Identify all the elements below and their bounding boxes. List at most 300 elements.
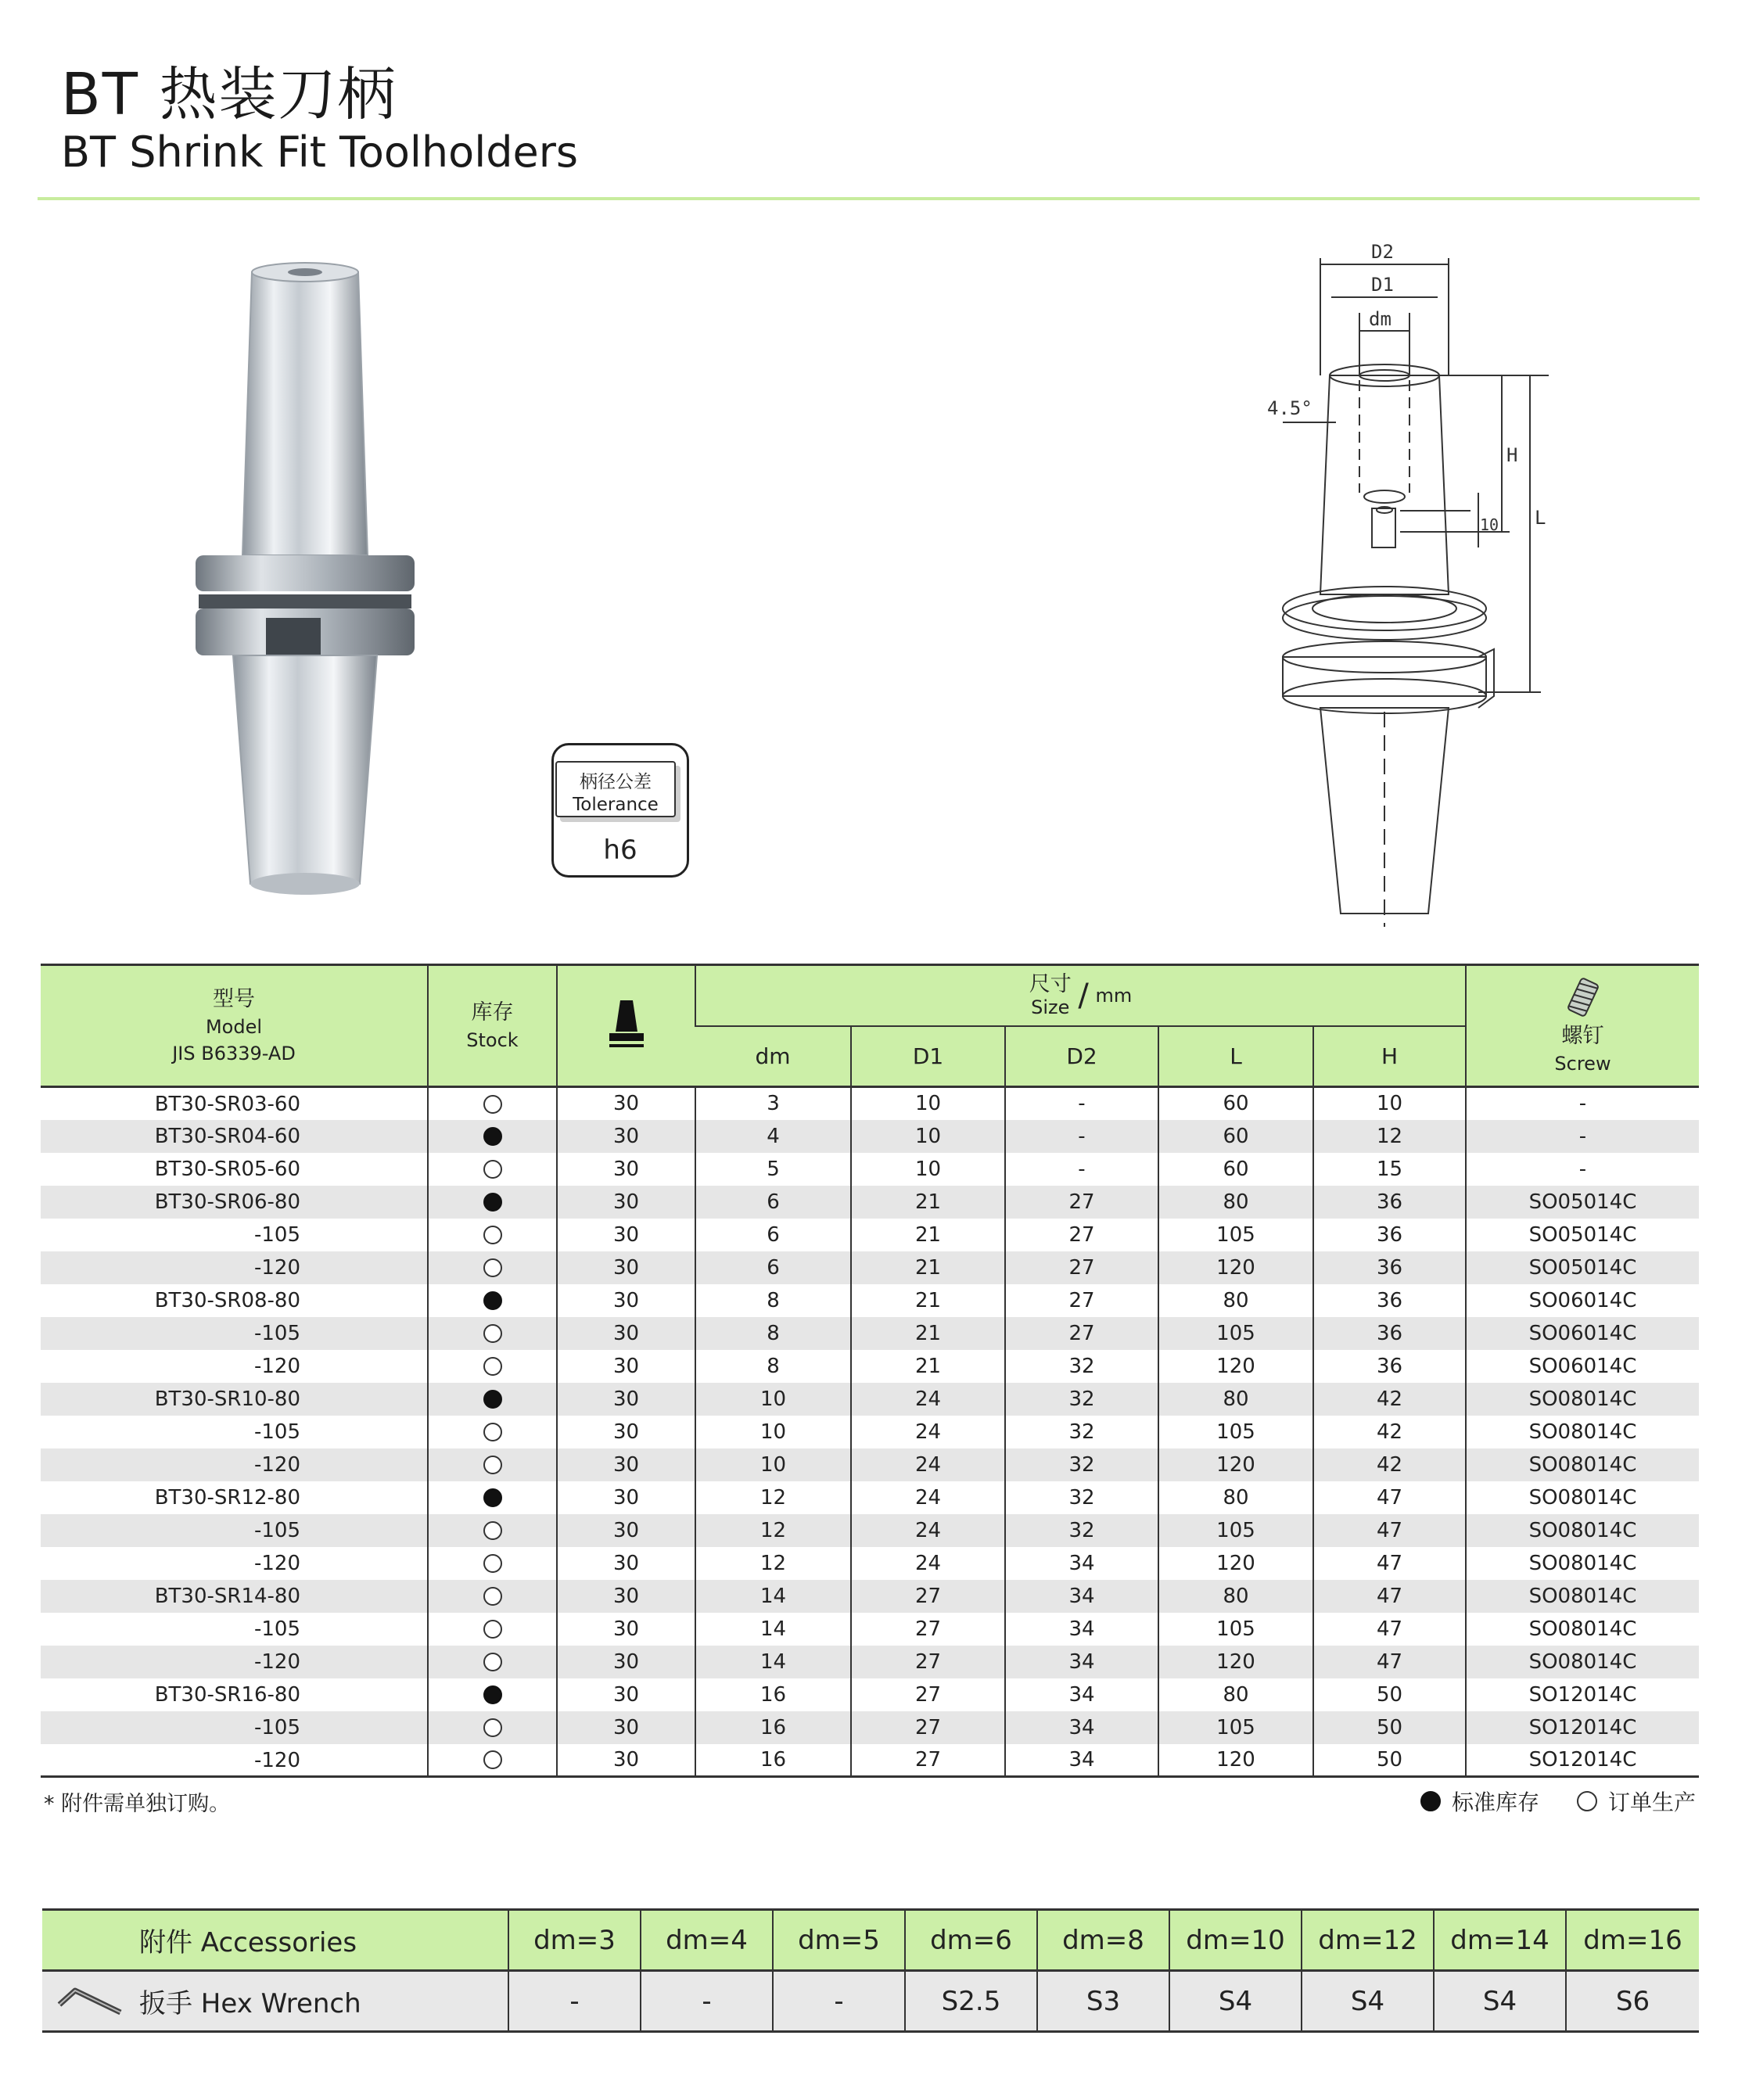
legend-order (1577, 1786, 1696, 1817)
d2-cell: - (1005, 1120, 1158, 1153)
l-cell: 105 (1158, 1514, 1313, 1547)
d2-cell: 27 (1005, 1219, 1158, 1251)
l-cell: 60 (1158, 1087, 1313, 1120)
l-cell: 80 (1158, 1186, 1313, 1219)
d1-cell: 10 (851, 1153, 1005, 1186)
model-value: -120 (253, 1551, 300, 1575)
accessory-col-header: dm=14 (1434, 1910, 1566, 1971)
h-cell: 47 (1313, 1646, 1466, 1678)
h-cell: 15 (1313, 1153, 1466, 1186)
model-value: BT30-SR04-60 (154, 1124, 300, 1148)
l-cell: 120 (1158, 1646, 1313, 1678)
d1-cell: 10 (851, 1120, 1005, 1153)
empty-circle-icon (483, 1258, 502, 1277)
dim-h: H (1506, 444, 1518, 466)
l-cell: 105 (1158, 1219, 1313, 1251)
screw-cell: SO08014C (1466, 1416, 1699, 1448)
l-cell: 80 (1158, 1481, 1313, 1514)
stock-header-cn: 库存 (471, 1000, 514, 1025)
d2-cell: 27 (1005, 1186, 1158, 1219)
h-cell: 36 (1313, 1186, 1466, 1219)
screw-icon (1566, 975, 1600, 1019)
model-cell (41, 1186, 428, 1219)
table-row (41, 1186, 1699, 1219)
d2-cell: 27 (1005, 1251, 1158, 1284)
dm-cell: 4 (695, 1120, 851, 1153)
l-cell: 105 (1158, 1317, 1313, 1350)
d1-cell: 27 (851, 1613, 1005, 1646)
stock-cell (428, 1350, 557, 1383)
spec-table (41, 964, 1699, 1778)
stock-cell (428, 1580, 557, 1613)
dm-cell: 12 (695, 1514, 851, 1547)
screw-cell: SO08014C (1466, 1613, 1699, 1646)
spec-table-body (41, 1087, 1699, 1777)
stock-cell (428, 1284, 557, 1317)
legend-standard-label: 标准库存 (1451, 1789, 1539, 1815)
taper-cell: 30 (557, 1711, 695, 1744)
empty-circle-icon (483, 1423, 502, 1441)
taper-cell: 30 (557, 1383, 695, 1416)
stock-cell (428, 1744, 557, 1777)
h-cell: 47 (1313, 1481, 1466, 1514)
tolerance-label-cn: 柄径公差 (580, 772, 652, 792)
d1-cell: 21 (851, 1317, 1005, 1350)
empty-circle-icon (483, 1620, 502, 1639)
wrench-size-cell: S4 (1169, 1971, 1302, 2032)
stock-cell (428, 1317, 557, 1350)
legend-standard (1420, 1786, 1539, 1817)
screw-cell: SO08014C (1466, 1547, 1699, 1580)
l-cell: 80 (1158, 1678, 1313, 1711)
d2-cell: 34 (1005, 1711, 1158, 1744)
d1-cell: 27 (851, 1711, 1005, 1744)
h-cell: 36 (1313, 1317, 1466, 1350)
d1-cell: 21 (851, 1186, 1005, 1219)
taper-cell: 30 (557, 1678, 695, 1711)
dm-cell: 3 (695, 1087, 851, 1120)
stock-header-en: Stock (466, 1028, 519, 1051)
d1-cell: 10 (851, 1087, 1005, 1120)
d2-cell: 32 (1005, 1416, 1158, 1448)
d1-cell: 21 (851, 1251, 1005, 1284)
taper-cell: 30 (557, 1514, 695, 1547)
h-cell: 36 (1313, 1219, 1466, 1251)
screw-cell: SO08014C (1466, 1580, 1699, 1613)
h-cell: 47 (1313, 1613, 1466, 1646)
h-cell: 36 (1313, 1251, 1466, 1284)
table-row (41, 1317, 1699, 1350)
screw-cell: SO06014C (1466, 1317, 1699, 1350)
table-row (41, 1448, 1699, 1481)
l-cell: 105 (1158, 1613, 1313, 1646)
dm-cell: 16 (695, 1678, 851, 1711)
l-cell: 60 (1158, 1120, 1313, 1153)
page-title-cn: BT 热装刀柄 (61, 61, 397, 128)
model-value: -120 (253, 1354, 300, 1378)
stock-cell (428, 1514, 557, 1547)
model-value: -105 (253, 1715, 300, 1739)
model-header-en: Model (205, 1015, 263, 1038)
h-cell: 42 (1313, 1416, 1466, 1448)
model-value: BT30-SR12-80 (154, 1485, 300, 1509)
accessory-col-header: dm=12 (1302, 1910, 1434, 1971)
stock-cell (428, 1646, 557, 1678)
table-row (41, 1613, 1699, 1646)
wrench-size-cell: - (773, 1971, 905, 2032)
taper-cell: 30 (557, 1580, 695, 1613)
d2-cell: - (1005, 1153, 1158, 1186)
l-cell: 120 (1158, 1744, 1313, 1777)
filled-circle-icon (483, 1291, 502, 1310)
dm-cell: 10 (695, 1448, 851, 1481)
model-cell (41, 1678, 428, 1711)
l-cell: 80 (1158, 1284, 1313, 1317)
page-title-en: BT Shrink Fit Toolholders (61, 127, 579, 177)
d1-cell: 27 (851, 1646, 1005, 1678)
stock-cell (428, 1416, 557, 1448)
model-cell (41, 1153, 428, 1186)
model-value: BT30-SR16-80 (154, 1682, 300, 1707)
dm-cell: 10 (695, 1383, 851, 1416)
screw-cell: - (1466, 1153, 1699, 1186)
d1-cell: 27 (851, 1580, 1005, 1613)
d2-cell: 32 (1005, 1383, 1158, 1416)
empty-circle-icon (483, 1718, 502, 1737)
accessory-col-header: dm=3 (508, 1910, 641, 1971)
d2-cell: - (1005, 1087, 1158, 1120)
dm-cell: 16 (695, 1744, 851, 1777)
h-cell: 36 (1313, 1284, 1466, 1317)
h-cell: 50 (1313, 1744, 1466, 1777)
dim-ten: 10 (1480, 515, 1499, 534)
model-value: BT30-SR03-60 (154, 1093, 300, 1116)
hex-wrench-icon (55, 1981, 125, 2020)
footnote: * 附件需单独订购。 (44, 1792, 231, 1816)
h-cell: 36 (1313, 1350, 1466, 1383)
empty-circle-icon (483, 1750, 502, 1769)
model-cell (41, 1416, 428, 1448)
accessories-wrench-row (42, 1971, 1699, 2032)
filled-circle-icon (483, 1488, 502, 1507)
screw-cell: SO08014C (1466, 1383, 1699, 1416)
l-cell: 105 (1158, 1416, 1313, 1448)
model-cell (41, 1317, 428, 1350)
model-cell (41, 1383, 428, 1416)
model-value: -105 (253, 1617, 300, 1641)
accessories-title: 附件 Accessories (139, 1927, 357, 1958)
wrench-size-cell: - (641, 1971, 773, 2032)
stock-header (428, 965, 557, 1087)
h-cell: 42 (1313, 1383, 1466, 1416)
stock-cell (428, 1087, 557, 1120)
accessory-col-header: dm=10 (1169, 1910, 1302, 1971)
taper-cell: 30 (557, 1744, 695, 1777)
d1-cell: 21 (851, 1350, 1005, 1383)
empty-circle-icon (483, 1095, 502, 1114)
h-cell: 47 (1313, 1514, 1466, 1547)
dm-cell: 6 (695, 1186, 851, 1219)
screw-cell: SO12014C (1466, 1744, 1699, 1777)
taper-cell: 30 (557, 1547, 695, 1580)
model-cell (41, 1613, 428, 1646)
d1-cell: 24 (851, 1416, 1005, 1448)
model-value: BT30-SR05-60 (154, 1157, 300, 1181)
taper-cell: 30 (557, 1284, 695, 1317)
col-d2-header: D2 (1005, 1026, 1158, 1087)
stock-cell (428, 1186, 557, 1219)
model-cell (41, 1744, 428, 1777)
d1-cell: 24 (851, 1383, 1005, 1416)
model-value: -105 (253, 1420, 300, 1444)
empty-circle-icon (483, 1554, 502, 1573)
empty-circle-icon (483, 1324, 502, 1343)
h-cell: 50 (1313, 1711, 1466, 1744)
table-row (41, 1153, 1699, 1186)
d1-cell: 24 (851, 1547, 1005, 1580)
d1-cell: 24 (851, 1448, 1005, 1481)
screw-cell: SO12014C (1466, 1678, 1699, 1711)
dm-cell: 14 (695, 1646, 851, 1678)
d2-cell: 32 (1005, 1350, 1158, 1383)
toolholder-photo (188, 258, 454, 907)
model-value: -120 (253, 1649, 300, 1674)
dim-dm: dm (1369, 308, 1391, 330)
screw-cell: SO05014C (1466, 1186, 1699, 1219)
accessories-header-label (42, 1910, 508, 1971)
d2-cell: 34 (1005, 1744, 1158, 1777)
model-value: -105 (253, 1321, 300, 1345)
screw-cell: SO06014C (1466, 1350, 1699, 1383)
stock-cell (428, 1383, 557, 1416)
dim-l: L (1535, 507, 1546, 529)
d2-cell: 34 (1005, 1547, 1158, 1580)
model-value: -105 (253, 1222, 300, 1247)
table-row (41, 1383, 1699, 1416)
table-row (41, 1514, 1699, 1547)
screw-cell: SO12014C (1466, 1711, 1699, 1744)
empty-circle-icon (483, 1587, 502, 1606)
screw-header-cn: 螺钉 (1561, 1023, 1604, 1048)
tolerance-label (555, 761, 676, 817)
l-cell: 80 (1158, 1383, 1313, 1416)
empty-circle-icon (483, 1456, 502, 1474)
accessory-col-header: dm=4 (641, 1910, 773, 1971)
dm-cell: 8 (695, 1284, 851, 1317)
d2-cell: 34 (1005, 1678, 1158, 1711)
empty-circle-icon (483, 1160, 502, 1179)
stock-cell (428, 1219, 557, 1251)
model-cell (41, 1646, 428, 1678)
screw-header (1466, 965, 1699, 1087)
d2-cell: 32 (1005, 1514, 1158, 1547)
stock-cell (428, 1153, 557, 1186)
model-value: BT30-SR06-80 (154, 1190, 300, 1214)
wrench-label-cell (42, 1971, 508, 2032)
size-header (695, 965, 1466, 1026)
col-h-header: H (1313, 1026, 1466, 1087)
model-header-cn: 型号 (213, 986, 255, 1011)
dm-cell: 12 (695, 1481, 851, 1514)
taper-header (557, 965, 695, 1087)
h-cell: 42 (1313, 1448, 1466, 1481)
d2-cell: 34 (1005, 1613, 1158, 1646)
dm-cell: 6 (695, 1251, 851, 1284)
table-row (41, 1481, 1699, 1514)
stock-cell (428, 1448, 557, 1481)
d2-cell: 27 (1005, 1284, 1158, 1317)
dm-cell: 10 (695, 1416, 851, 1448)
dm-cell: 12 (695, 1547, 851, 1580)
wrench-label: 扳手 Hex Wrench (139, 1988, 361, 2019)
taper-cell: 30 (557, 1613, 695, 1646)
taper-cell: 30 (557, 1646, 695, 1678)
tolerance-box (551, 743, 689, 878)
table-row (41, 1416, 1699, 1448)
model-cell (41, 1350, 428, 1383)
dm-cell: 5 (695, 1153, 851, 1186)
filled-circle-icon (483, 1685, 502, 1704)
screw-cell: - (1466, 1087, 1699, 1120)
col-l-header: L (1158, 1026, 1313, 1087)
taper-cell: 30 (557, 1317, 695, 1350)
taper-cell: 30 (557, 1120, 695, 1153)
wrench-size-cell: S2.5 (905, 1971, 1037, 2032)
stock-cell (428, 1613, 557, 1646)
size-unit: mm (1095, 984, 1133, 1007)
table-row (41, 1711, 1699, 1744)
table-row (41, 1547, 1699, 1580)
empty-circle-icon (483, 1226, 502, 1244)
model-value: -120 (253, 1452, 300, 1477)
d2-cell: 32 (1005, 1481, 1158, 1514)
taper-cell: 30 (557, 1251, 695, 1284)
d1-cell: 24 (851, 1481, 1005, 1514)
screw-cell: SO05014C (1466, 1219, 1699, 1251)
table-row (41, 1120, 1699, 1153)
l-cell: 120 (1158, 1547, 1313, 1580)
taper-cell: 30 (557, 1153, 695, 1186)
h-cell: 12 (1313, 1120, 1466, 1153)
size-header-cn: 尺寸 (1029, 971, 1072, 996)
accessories-table (42, 1908, 1699, 2033)
h-cell: 10 (1313, 1087, 1466, 1120)
model-cell (41, 1087, 428, 1120)
h-cell: 47 (1313, 1580, 1466, 1613)
wrench-size-cell: - (508, 1971, 641, 2032)
table-row (41, 1744, 1699, 1777)
accessories-header-row (42, 1910, 1699, 1971)
l-cell: 120 (1158, 1251, 1313, 1284)
table-row (41, 1646, 1699, 1678)
table-row (41, 1087, 1699, 1120)
model-cell (41, 1547, 428, 1580)
empty-circle-icon (483, 1357, 502, 1376)
l-cell: 120 (1158, 1350, 1313, 1383)
screw-cell: SO08014C (1466, 1481, 1699, 1514)
model-cell (41, 1284, 428, 1317)
col-d1-header: D1 (851, 1026, 1005, 1087)
d1-cell: 27 (851, 1744, 1005, 1777)
model-cell (41, 1120, 428, 1153)
taper-icon (605, 997, 648, 1052)
wrench-size-cell: S6 (1566, 1971, 1699, 2032)
screw-cell: SO06014C (1466, 1284, 1699, 1317)
d2-cell: 34 (1005, 1580, 1158, 1613)
l-cell: 60 (1158, 1153, 1313, 1186)
stock-cell (428, 1481, 557, 1514)
dm-cell: 14 (695, 1613, 851, 1646)
d1-cell: 21 (851, 1219, 1005, 1251)
model-value: BT30-SR10-80 (154, 1387, 300, 1411)
model-cell (41, 1514, 428, 1547)
model-value: -105 (253, 1518, 300, 1542)
title-divider (38, 197, 1700, 200)
model-header (41, 965, 428, 1087)
empty-circle-icon (483, 1521, 502, 1540)
d2-cell: 27 (1005, 1317, 1158, 1350)
d1-cell: 21 (851, 1284, 1005, 1317)
table-row (41, 1284, 1699, 1317)
filled-circle-icon (483, 1127, 502, 1146)
dm-cell: 8 (695, 1317, 851, 1350)
model-cell (41, 1251, 428, 1284)
stock-cell (428, 1711, 557, 1744)
wrench-size-cell: S4 (1302, 1971, 1434, 2032)
taper-cell: 30 (557, 1416, 695, 1448)
d1-cell: 27 (851, 1678, 1005, 1711)
dim-d1: D1 (1371, 274, 1394, 296)
model-cell (41, 1711, 428, 1744)
taper-cell: 30 (557, 1448, 695, 1481)
screw-cell: SO08014C (1466, 1448, 1699, 1481)
size-group (1029, 973, 1072, 1018)
model-cell (41, 1481, 428, 1514)
filled-circle-icon (483, 1193, 502, 1212)
empty-circle-icon (1577, 1791, 1597, 1811)
dm-cell: 6 (695, 1219, 851, 1251)
wrench-size-cell: S3 (1037, 1971, 1169, 2032)
model-cell (41, 1219, 428, 1251)
stock-legend (1383, 1786, 1696, 1817)
taper-cell: 30 (557, 1481, 695, 1514)
dim-d2: D2 (1371, 241, 1394, 263)
table-row (41, 1350, 1699, 1383)
accessory-col-header: dm=16 (1566, 1910, 1699, 1971)
technical-drawing (1244, 235, 1572, 931)
table-row (41, 1219, 1699, 1251)
model-value: BT30-SR08-80 (154, 1288, 300, 1312)
taper-cell: 30 (557, 1350, 695, 1383)
model-cell (41, 1580, 428, 1613)
table-row (41, 1678, 1699, 1711)
d2-cell: 34 (1005, 1646, 1158, 1678)
model-value: -120 (253, 1748, 300, 1772)
stock-cell (428, 1251, 557, 1284)
taper-cell: 30 (557, 1219, 695, 1251)
dm-cell: 14 (695, 1580, 851, 1613)
l-cell: 80 (1158, 1580, 1313, 1613)
model-header-std: JIS B6339-AD (172, 1042, 296, 1064)
model-value: -120 (253, 1255, 300, 1280)
col-dm-header: dm (695, 1026, 851, 1087)
h-cell: 50 (1313, 1678, 1466, 1711)
taper-cell: 30 (557, 1087, 695, 1120)
screw-cell: SO05014C (1466, 1251, 1699, 1284)
screw-cell: - (1466, 1120, 1699, 1153)
dm-cell: 16 (695, 1711, 851, 1744)
wrench-size-cell: S4 (1434, 1971, 1566, 2032)
